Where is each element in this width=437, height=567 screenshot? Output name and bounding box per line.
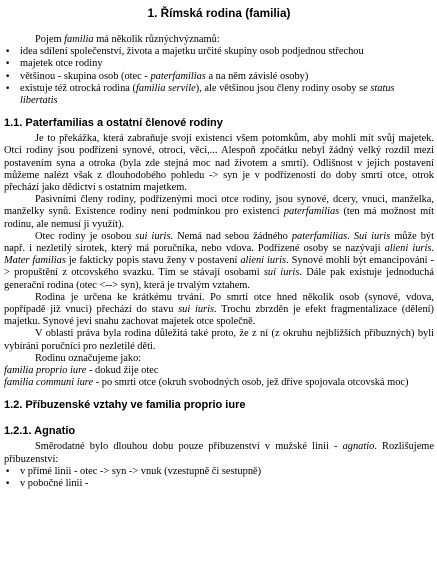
list-item-text: v pobočné linii - [20, 478, 89, 490]
list-item-text: a na něm závislé osoby) [205, 70, 309, 82]
paragraph [4, 292, 434, 329]
paragraph-term: alieni iuris [240, 255, 287, 267]
list-item-term: familia servile [135, 82, 196, 94]
list-item [4, 58, 434, 70]
intro-text: má několik různýchvýznamů: [93, 34, 220, 45]
section-heading-1-2-1: 1.2.1. Agnatio [4, 425, 76, 438]
spacer [4, 415, 434, 425]
term-description: - dokud žije otec [86, 365, 159, 377]
paragraph-term: alieni iuris [384, 243, 432, 255]
list-item-text: ), ale většinou jsou členy rodiny osoby se [195, 82, 371, 94]
list-item [4, 83, 434, 107]
list-item-text: v přímé linii - otec -> syn -> vnuk (vzestupně či sestupně) [20, 465, 262, 477]
paragraph [4, 441, 434, 465]
paragraph-text: je fakticky popis stavu ženy v postavení [65, 255, 241, 267]
paragraph: V oblasti práva byla rodina důležitá také proto, že z ní (z okruhu nejbližších příbuzných) byli vybíráni poručníci pro nezletilé děti. [4, 328, 434, 352]
list-item [4, 466, 434, 478]
paragraph-text: Rodina je určena ke krátkému trvání. Po smrti otce hned několik osob (synové, vdova, popřípadě již vnuci) přechází do stavu [4, 291, 434, 316]
paragraph-term: paterfamilias [291, 230, 348, 242]
section-heading-1-2: 1.2. Příbuzenské vztahy ve familia proprio iure [4, 399, 246, 412]
list-item-text: idea sdílení společenství, života a majetku určité skupiny osob podjednou střechou [20, 46, 364, 58]
paragraph [4, 231, 434, 292]
list-item [4, 71, 434, 83]
paragraph: Je to překážka, která zabraňuje svojí existencí všem potomkům, aby mohli mít svůj majetek. Otci rodiny jsou podřízeni synové, otroci, věci,... Alespoň zpočátku nebyl žádný velký rozdíl mezi postavením syna a otroka (byla zde stejná moc nad životem a smrtí). Odlišnost v jejich postavení můžeme nalézt však z dlouhodobého pohledu -> syn je v podřízenosti do doby smrti otce, otrok přechází jako dědictví s ostatním majetkem. [4, 133, 434, 194]
paragraph-text: . [431, 243, 434, 255]
paragraph-term: sui iuris [135, 230, 171, 242]
intro-term: familia [64, 34, 94, 45]
list-item [4, 46, 434, 58]
paragraph-term: sui iuris [178, 304, 215, 316]
term: familia proprio iure [4, 365, 87, 377]
paragraph-text: . Rozlišujeme příbuzenství: [4, 441, 434, 465]
section-heading-1-1: 1.1. Paterfamilias a ostatní členové rodiny [4, 117, 223, 130]
paragraph-text: . [347, 230, 354, 242]
paragraph-text: . Synové mohli být emancipováni -> propuštění z otcovského svazku. Tím se stávají osobami [4, 255, 435, 279]
paragraph-term: paterfamilias [283, 206, 340, 218]
list-item-term: status libertatis [20, 82, 395, 107]
intro-text: Pojem [35, 34, 65, 45]
paragraph-text: může být např. i nezletilý sirotek, který má poručníka, nebo vdova. Podřízené osoby se nazývají [4, 230, 434, 255]
paragraph: Rodinu označujeme jako: [35, 352, 142, 364]
term-line [4, 377, 434, 389]
term-description: - po smrti otce (okruh svobodných osob, jež dříve spojovala otcovská moc) [93, 377, 409, 389]
paragraph-term: Sui iuris [353, 230, 391, 242]
paragraph-text: . Trochu zbrzděn je efekt fragmentalizace (dělení) majetku. Synové jevi snahu zachovat majetek otce společně. [4, 304, 434, 328]
paragraph-text: (ten má možnost mít rodinu, ale nemusí ji využít). [4, 206, 434, 230]
page-title: 1. Římská rodina (familia) [147, 6, 291, 20]
list-item-text: majetek otce rodiny [20, 58, 103, 70]
paragraph-term: Mater familias [4, 255, 66, 267]
paragraph-text: . Nemá nad sebou žádného [170, 230, 292, 242]
paragraph-term: agnatio [342, 441, 375, 453]
paragraph-text: Směrodatné bylo dlouhou dobu pouze příbuzenství v mužské linii - [35, 441, 343, 453]
spacer [4, 389, 434, 399]
spacer [4, 107, 434, 117]
paragraph-text: Otec rodiny je osobou [35, 230, 136, 242]
term-line [4, 365, 434, 377]
intro-paragraph [4, 34, 434, 46]
list-item-term: paterfamilias [150, 70, 206, 82]
list-item-text: existuje též otrocká rodina ( [20, 82, 136, 94]
paragraph [4, 194, 434, 231]
paragraph-text: Pasivními členy rodiny, podřízenými moci otce rodiny, jsou synové, dcery, vnuci, manželka, manželky synů. Existence rodiny není podmínkou pro existenci [4, 194, 434, 218]
meanings-list [4, 46, 434, 107]
list-item [4, 478, 434, 490]
paragraph-term: sui iuris [263, 267, 300, 279]
kinship-list [4, 466, 434, 490]
list-item-text: většinou - skupina osob (otec - [20, 70, 151, 82]
paragraph-text: . Dále pak existuje jednoduchá generační rodina (otec <--> syn), která je trvalým vztahem. [4, 267, 434, 291]
term: familia communi iure [4, 377, 94, 389]
